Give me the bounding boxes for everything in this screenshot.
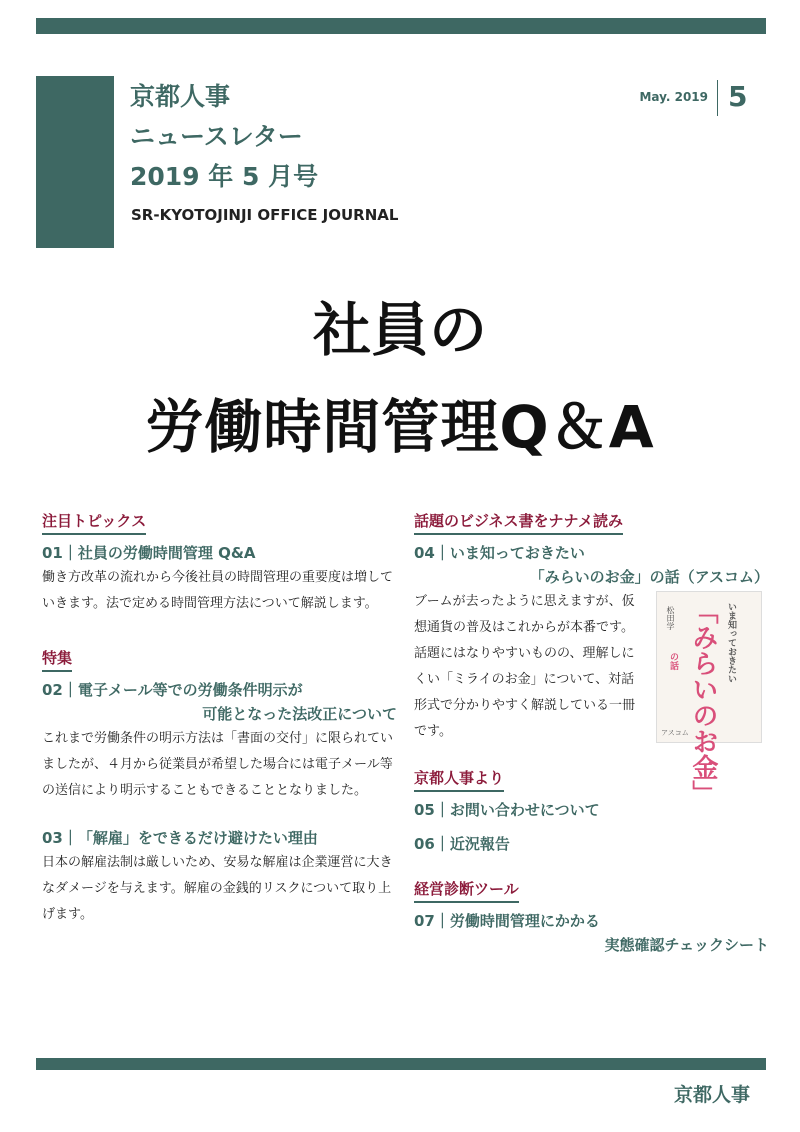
article-04-title-2[interactable]: 「みらいのお金」の話（アスコム） [529, 568, 769, 586]
section-title-feature: 特集 [42, 647, 72, 672]
article-06-title[interactable]: 06｜近況報告 [414, 835, 510, 853]
section-title-topics: 注目トピックス [42, 510, 146, 535]
section-title-books: 話題のビジネス書をナナメ読み [414, 510, 623, 535]
article-07-title-2[interactable]: 実態確認チェックシート [604, 936, 769, 954]
article-03-title[interactable]: 03｜「解雇」をできるだけ避けたい理由 [42, 829, 318, 847]
article-04-title-1[interactable]: 04｜いま知っておきたい [414, 544, 585, 562]
book-cover-publisher: アスコム [661, 729, 689, 737]
book-cover-author: 松田学 [666, 606, 675, 630]
newsletter-label: ニュースレター [130, 122, 303, 151]
article-05-title[interactable]: 05｜お問い合わせについて [414, 801, 600, 819]
left-column [42, 510, 397, 928]
headline-line-1: 社員の [312, 296, 487, 364]
headline-line-2: 労働時間管理Q＆A [145, 393, 655, 461]
article-01-summary: 働き方改革の流れから今後社員の時間管理の重要度は増していきます。法で定める時間管理方法について解説します。 [42, 570, 394, 611]
book-cover-image [656, 591, 762, 806]
section-title-office: 京都人事より [414, 767, 504, 792]
section-title-tools: 経営診断ツール [414, 878, 519, 903]
article-02-title-2[interactable]: 可能となった法改正について [202, 705, 397, 723]
article-02-summary: これまで労働条件の明示方法は「書面の交付」に限られていましたが、４月から従業員が希望した場合には電子メール等の送信により明示することもできることとなりました。 [42, 731, 394, 798]
issue-date: May. 2019 [639, 90, 708, 104]
article-01-title[interactable]: 01｜社員の労働時間管理 Q&A [42, 544, 256, 562]
bottom-rule-bar [36, 1058, 766, 1070]
issue-divider [717, 80, 718, 116]
brand-name: 京都人事 [130, 82, 231, 111]
book-cover-subtitle: いま知っておきたい [726, 602, 736, 683]
article-07-title-1[interactable]: 07｜労働時間管理にかかる [414, 912, 600, 930]
top-rule-bar [36, 18, 766, 34]
journal-name: SR-KYOTOJINJI OFFICE JOURNAL [131, 206, 399, 224]
book-cover-suffix: の話 [668, 652, 678, 670]
header-color-block [36, 76, 114, 248]
article-03-summary: 日本の解雇法制は厳しいため、安易な解雇は企業運営に大きなダメージを与えます。解雇の金銭的リスクについて取り上げます。 [42, 855, 393, 922]
article-04-summary: ブームが去ったように思えますが、仮想通貨の普及はこれからが本番です。話題にはなりやすいものの、理解しにくい「ミライのお金」について、対話形式で分かりやすく解説している一冊です。 [414, 594, 636, 739]
footer-brand: 京都人事 [673, 1084, 750, 1106]
book-cover-title: 「みらいのお金」 [688, 598, 718, 806]
issue-label: 2019 年 5 月号 [130, 162, 319, 191]
right-column [414, 510, 769, 957]
issue-number: 5 [728, 80, 748, 113]
article-02-title-1[interactable]: 02｜電子メール等での労働条件明示が [42, 681, 303, 699]
